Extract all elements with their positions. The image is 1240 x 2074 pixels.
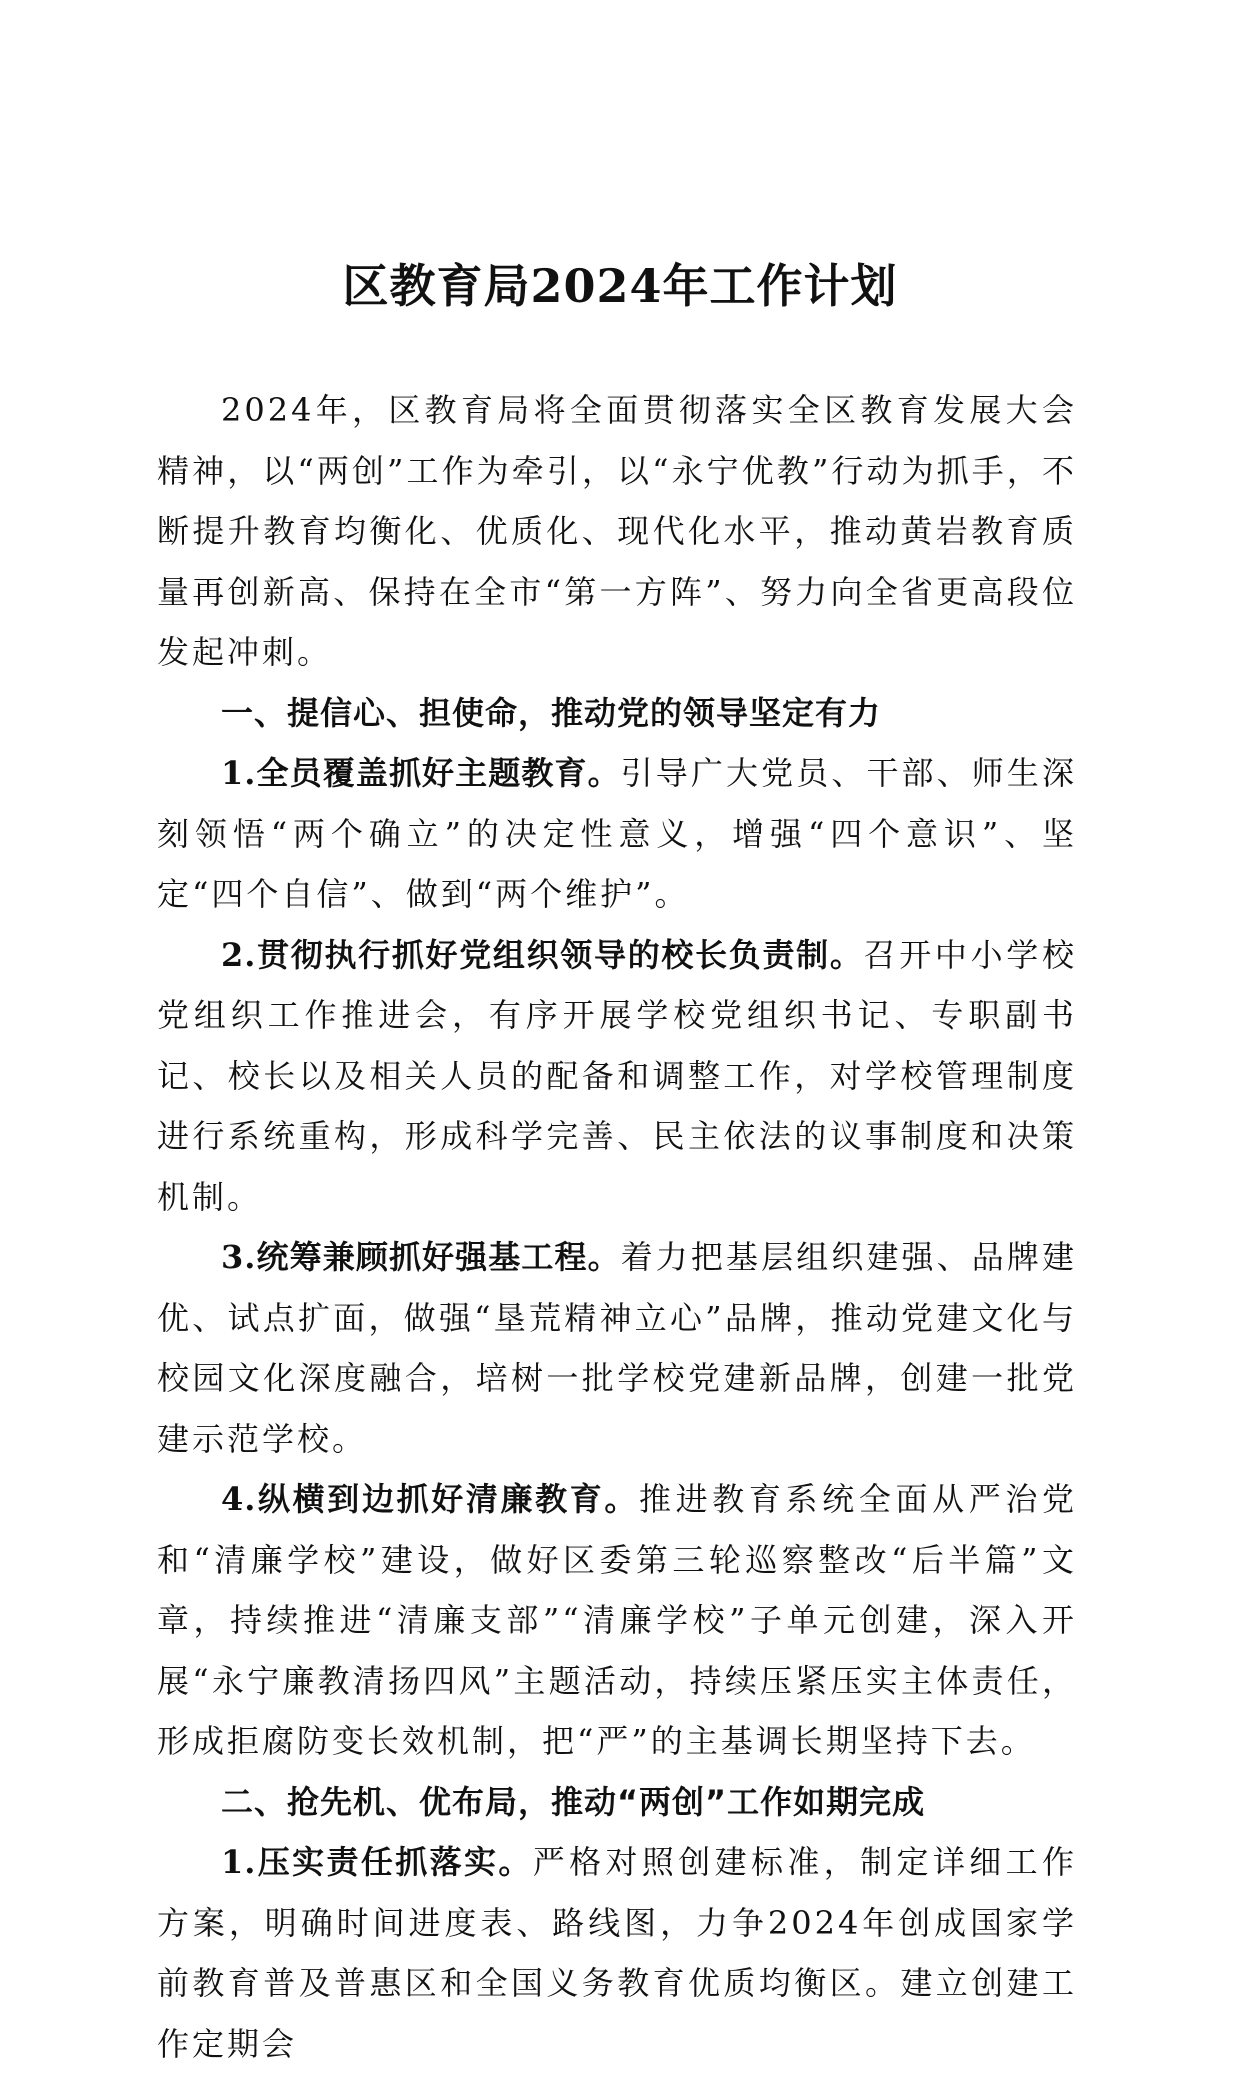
section-heading-2: 二、抢先机、优布局，推动“两创”工作如期完成 bbox=[221, 1782, 926, 1821]
item-text: 召开中小学校党组织工作推进会，有序开展学校党组织书记、专职副书记、校长以及相关人员的配备和调整工作，对学校管理制度进行系统重构，形成科学完善、民主依法的议事制度和决策机制。 bbox=[157, 935, 1077, 1216]
section2-item-1 bbox=[157, 1832, 1077, 2074]
section1-item-4 bbox=[157, 1469, 1077, 1772]
section-heading-1: 一、提信心、担使命，推动党的领导坚定有力 bbox=[221, 693, 882, 732]
section1-item-2 bbox=[157, 925, 1077, 1228]
intro-paragraph: 2024年，区教育局将全面贯彻落实全区教育发展大会精神，以“两创”工作为牵引，以“永宁优教”行动为抓手，不断提升教育均衡化、优质化、现代化水平，推动黄岩教育质量再创新高、保持在全市“第一方阵”、努力向全省更高段位发起冲刺。 bbox=[157, 391, 1077, 671]
item-text: 引导广大党员、干部、师生深刻领悟“两个确立”的决定性意义，增强“四个意识”、坚定“四个自信”、做到“两个维护”。 bbox=[157, 754, 1077, 913]
document-body bbox=[157, 380, 1077, 2074]
item-text: 推进教育系统全面从严治党和“清廉学校”建设，做好区委第三轮巡察整改“后半篇”文章，持续推进“清廉支部”“清廉学校”子单元创建，深入开展“永宁廉教清扬四风”主题活动，持续压紧压实主体责任，形成拒腐防变长效机制，把“严”的主基调长期坚持下去。 bbox=[157, 1480, 1077, 1760]
document-title: 区教育局2024年工作计划 bbox=[342, 258, 898, 313]
item-lead: 4.纵横到边抓好清廉教育。 bbox=[221, 1480, 640, 1518]
item-lead: 3.统筹兼顾抓好强基工程。 bbox=[221, 1238, 621, 1276]
section1-item-1 bbox=[157, 743, 1077, 925]
item-lead: 1.压实责任抓落实。 bbox=[221, 1843, 533, 1881]
item-text: 严格对照创建标准，制定详细工作方案，明确时间进度表、路线图，力争2024年创成国家学前教育普及普惠区和全国义务教育优质均衡区。建立创建工作定期会 bbox=[157, 1843, 1077, 2063]
item-text: 着力把基层组织建强、品牌建优、试点扩面，做强“垦荒精神立心”品牌，推动党建文化与校园文化深度融合，培树一批学校党建新品牌，创建一批党建示范学校。 bbox=[157, 1238, 1077, 1458]
item-lead: 2.贯彻执行抓好党组织领导的校长负责制。 bbox=[221, 935, 864, 974]
section1-item-3 bbox=[157, 1227, 1077, 1469]
item-lead: 1.全员覆盖抓好主题教育。 bbox=[221, 754, 621, 792]
